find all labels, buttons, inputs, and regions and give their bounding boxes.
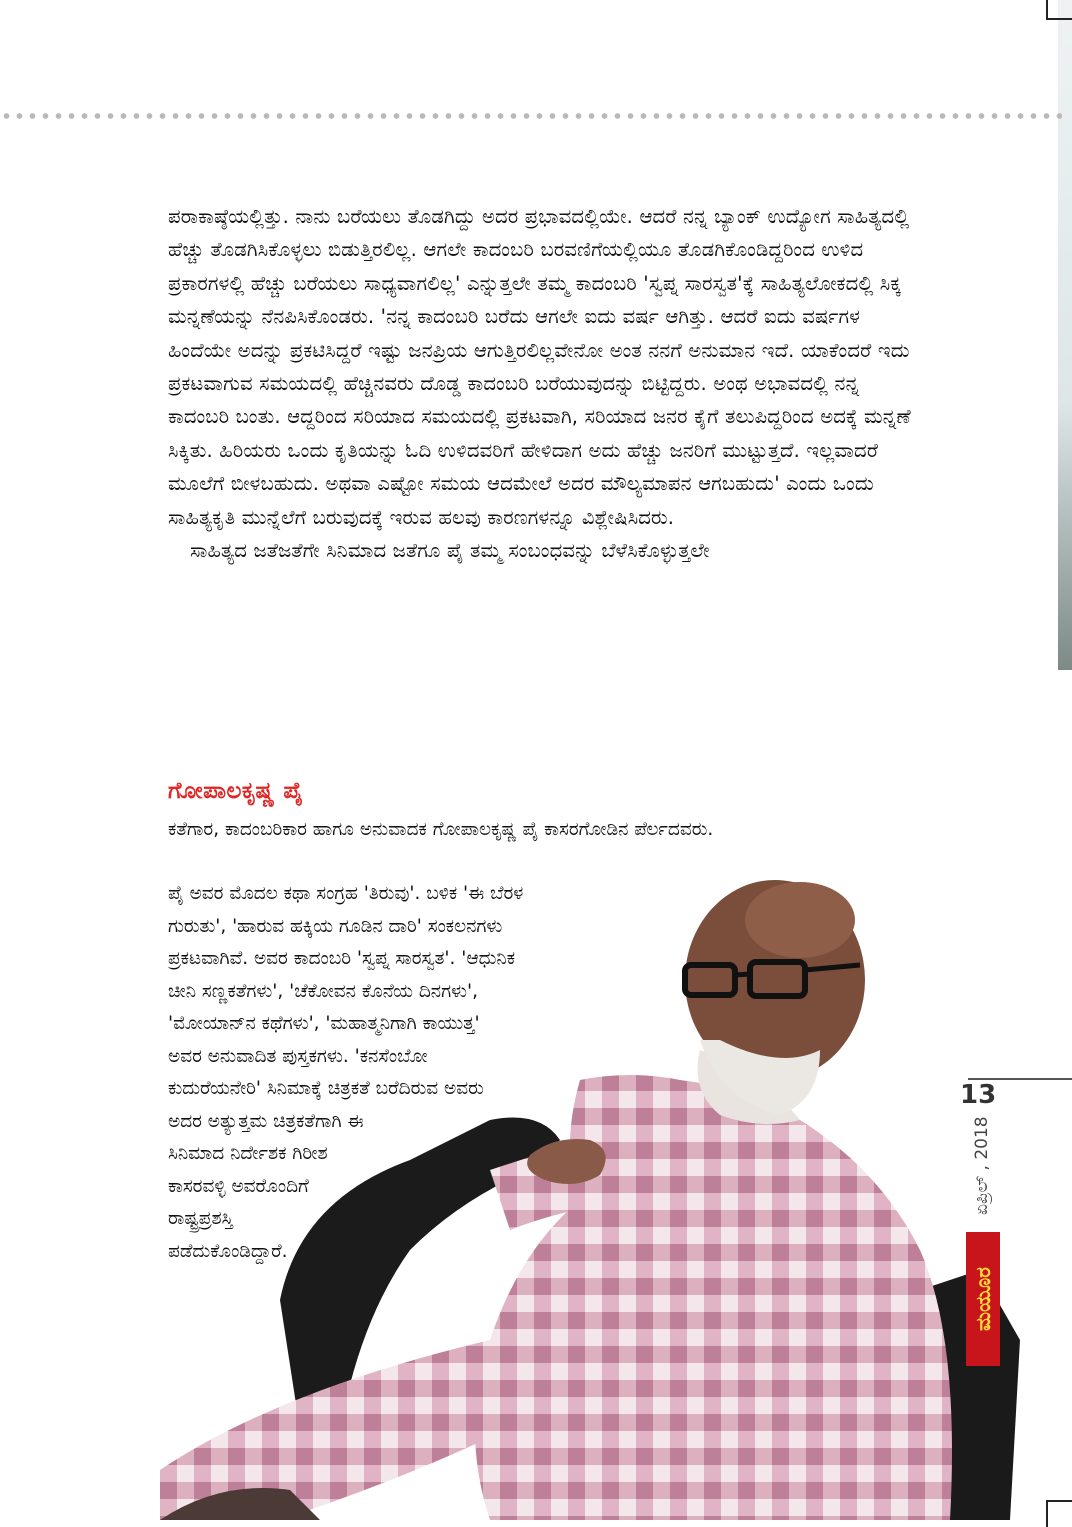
article-body: [168, 200, 914, 567]
article-paragraph-1: ಪರಾಕಾಷ್ಠೆಯಲ್ಲಿತ್ತು. ನಾನು ಬರೆಯಲು ತೊಡಗಿದ್ದು ಅದರ ಪ್ರಭಾವದಲ್ಲಿಯೇ. ಆದರೆ ನನ್ನ ಬ್ಯಾಂಕ್ ಉದ್ಯೋಗ ಸಾಹಿತ್ಯದಲ್ಲಿ ಹೆಚ್ಚು ತೊಡಗಿಸಿಕೊಳ್ಳಲು ಬಿಡುತ್ತಿರಲಿಲ್ಲ. ಆಗಲೇ ಕಾದಂಬರಿ ಬರವಣಿಗೆಯಲ್ಲಿಯೂ ತೊಡಗಿಕೊಂಡಿದ್ದರಿಂದ ಉಳಿದ ಪ್ರಕಾರಗಳಲ್ಲಿ ಹೆಚ್ಚು ಬರೆಯಲು ಸಾಧ್ಯವಾಗಲಿಲ್ಲ' ಎನ್ನುತ್ತಲೇ ತಮ್ಮ ಕಾದಂಬರಿ 'ಸ್ವಪ್ನ ಸಾರಸ್ವತ'ಕ್ಕೆ ಸಾಹಿತ್ಯಲೋಕದಲ್ಲಿ ಸಿಕ್ಕ ಮನ್ನಣೆಯನ್ನು ನೆನಪಿಸಿಕೊಂಡರು. 'ನನ್ನ ಕಾದಂಬರಿ ಬರೆದು ಆಗಲೇ ಐದು ವರ್ಷ ಆಗಿತ್ತು. ಆದರೆ ಐದು ವರ್ಷಗಳ ಹಿಂದೆಯೇ ಅದನ್ನು ಪ್ರಕಟಿಸಿದ್ದರೆ ಇಷ್ಟು ಜನಪ್ರಿಯ ಆಗುತ್ತಿರಲಿಲ್ಲವೇನೋ ಅಂತ ನನಗೆ ಅನುಮಾನ ಇದೆ. ಯಾಕೆಂದರೆ ಇದು ಪ್ರಕಟವಾಗುವ ಸಮಯದಲ್ಲಿ ಹೆಚ್ಚಿನವರು ದೊಡ್ಡ ಕಾದಂಬರಿ ಬರೆಯುವುದನ್ನು ಬಿಟ್ಟಿದ್ದರು. ಅಂಥ ಅಭಾವದಲ್ಲಿ ನನ್ನ ಕಾದಂಬರಿ ಬಂತು. ಆದ್ದರಿಂದ ಸರಿಯಾದ ಸಮಯದಲ್ಲಿ ಪ್ರಕಟವಾಗಿ, ಸರಿಯಾದ ಜನರ ಕೈಗೆ ತಲುಪಿದ್ದರಿಂದ ಅದಕ್ಕೆ ಮನ್ನಣೆ ಸಿಕ್ಕಿತು. ಹಿರಿಯರು ಒಂದು ಕೃತಿಯನ್ನು ಓದಿ ಉಳಿದವರಿಗೆ ಹೇಳಿದಾಗ ಅದು ಹೆಚ್ಚು ಜನರಿಗೆ ಮುಟ್ಟುತ್ತದೆ. ಇಲ್ಲವಾದರೆ ಮೂಲೆಗೆ ಬೀಳಬಹುದು. ಅಥವಾ ಎಷ್ಟೋ ಸಮಯ ಆದಮೇಲೆ ಅದರ ಮೌಲ್ಯಮಾಪನ ಆಗಬಹುದು' ಎಂದು ಒಂದು ಸಾಹಿತ್ಯಕೃತಿ ಮುನ್ನೆಲೆಗೆ ಬರುವುದಕ್ಕೆ ಇರುವ ಹಲವು ಕಾರಣಗಳನ್ನೂ ವಿಶ್ಲೇಷಿಸಿದರು.: [168, 205, 911, 529]
dotted-divider: [0, 112, 1062, 120]
bio-line: ಸಿನಿಮಾದ ನಿರ್ದೇಶಕ ಗಿರೀಶ: [168, 1143, 328, 1164]
bio-line: ಪೈ ಅವರ ಮೊದಲ ಕಥಾ ಸಂಗ್ರಹ 'ತಿರುವು'. ಬಳಿಕ 'ಈ ಬೆರಳ: [168, 883, 524, 904]
bio-line: ಪ್ರಕಟವಾಗಿವೆ. ಅವರ ಕಾದಂಬರಿ 'ಸ್ವಪ್ನ ಸಾರಸ್ವತ'. 'ಆಧುನಿಕ: [168, 948, 516, 969]
bio-line: ಕುದುರೆಯನೇರಿ' ಸಿನಿಮಾಕ್ಕೆ ಚಿತ್ರಕತೆ ಬರೆದಿರುವ ಅವರು: [168, 1078, 484, 1099]
bio-line: ಪಡೆದುಕೊಂಡಿದ್ದಾರೆ.: [168, 1240, 288, 1262]
bio-line: ಅವರ ಅನುವಾದಿತ ಪುಸ್ತಕಗಳು. 'ಕನಸೆಂಬೋ: [168, 1045, 428, 1067]
article-paragraph-2: ಸಾಹಿತ್ಯದ ಜತೆಜತೆಗೇ ಸಿನಿಮಾದ ಜತೆಗೂ ಪೈ ತಮ್ಮ ಸಂಬಂಧವನ್ನು ಬೆಳೆಸಿಕೊಳ್ಳುತ್ತಲೇ: [190, 539, 710, 563]
bio-line: ಚೀನಿ ಸಣ್ಣಕತೆಗಳು', 'ಚೆಕೋವನ ಕೊನೆಯ ದಿನಗಳು',: [168, 980, 478, 1002]
bio-line: ರಾಷ್ಟ್ರಪ್ರಶಸ್ತಿ: [168, 1208, 233, 1229]
bio-line: ಕಾಸರವಳ್ಳಿ ಅವರೊಂದಿಗೆ: [168, 1175, 309, 1197]
bio-intro: ಕತೆಗಾರ, ಕಾದಂಬರಿಕಾರ ಹಾಗೂ ಅನುವಾದಕ ಗೋಪಾಲಕೃಷ್ಣ ಪೈ ಕಾಸರಗೋಡಿನ ಪೆರ್ಲದವರು.: [168, 819, 714, 840]
page-number: 13: [960, 1080, 997, 1110]
issue-date: ಏಪ್ರಿಲ್ , 2018: [972, 1116, 992, 1216]
bio-line: ಅದರ ಅತ್ಯುತ್ತಮ ಚಿತ್ರಕತೆಗಾಗಿ ಈ: [168, 1110, 364, 1132]
bio-line: ಗುರುತು', 'ಹಾರುವ ಹಕ್ಕಿಯ ಗೂಡಿನ ದಾರಿ' ಸಂಕಲನಗಳು: [168, 915, 503, 937]
background-photo-edge: [1058, 0, 1072, 670]
crop-mark-top: [1046, 0, 1072, 20]
magazine-logo: ಮಯೂರ: [966, 1232, 1000, 1366]
bio-details: [168, 878, 523, 1268]
bio-title: ಗೋಪಾಲಕೃಷ್ಣ ಪೈ: [168, 778, 304, 804]
bio-line: 'ಮೋಯಾನ್‌ನ ಕಥೆಗಳು', 'ಮಹಾತ್ಮನಿಗಾಗಿ ಕಾಯುತ್ತ': [168, 1013, 480, 1034]
